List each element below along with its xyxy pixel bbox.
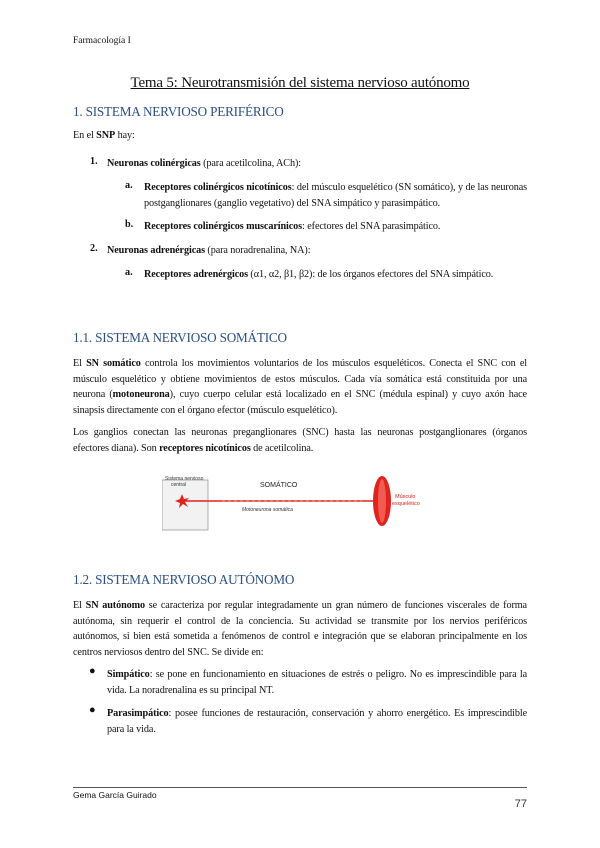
bold-term: Receptores colinérgicos nicotínicos [144, 182, 292, 193]
somatic-pathway-figure [162, 474, 442, 532]
sublist-marker: b. [125, 219, 134, 230]
sublist-item-muscarinicos [144, 219, 527, 235]
paragraph-somatico-1 [73, 356, 527, 418]
section-heading-snp: 1. SISTEMA NERVIOSO PERIFÉRICO [73, 104, 284, 119]
sublist-marker: a. [125, 180, 133, 191]
text-run: de acetilcolina. [250, 442, 314, 454]
bullet-icon: ● [89, 704, 96, 716]
sublist-item-adrenergicos [144, 267, 527, 283]
text-run: Los ganglios conectan las neuronas preganglionares (SNC) hasta las neuronas postganglionares (órganos efectores diana). Son [73, 427, 527, 454]
list-item-adrenergicas [107, 243, 527, 259]
bold-term: Receptores adrenérgicos [144, 269, 248, 280]
bold-term: Simpático [107, 669, 150, 680]
list-marker: 1. [90, 156, 98, 167]
bold-term: motoneurona [112, 389, 170, 400]
list-item-simpatico [107, 667, 527, 698]
bold-term: SNP [96, 130, 116, 141]
text-run: : posee funciones de restauración, conservación y ahorro energético. Es imprescindible para la vida. [107, 708, 527, 735]
section-heading-somatico: 1.1. SISTEMA NERVIOSO SOMÁTICO [73, 330, 287, 345]
bullet-icon: ● [89, 665, 96, 677]
footer-author: Gema García Guirado [73, 790, 157, 800]
list-item-colinergicas [107, 156, 527, 172]
text-run: : efectores del SNA parasimpático. [302, 221, 441, 232]
bold-term: Parasimpático [107, 708, 169, 719]
bold-term: receptores nicotínicos [159, 442, 251, 454]
muscle-highlight [378, 479, 386, 523]
text-run: En el [73, 130, 97, 141]
text-run: (para acetilcolina, ACh): [200, 158, 302, 169]
figure-title: SOMÁTICO [260, 482, 298, 489]
muscle-label-1: Músculo [395, 494, 416, 500]
section-heading-autonomo: 1.2. SISTEMA NERVIOSO AUTÓNOMO [73, 572, 295, 587]
paragraph-autonomo [73, 598, 527, 660]
text-run: hay: [115, 130, 135, 141]
text-run: El [73, 600, 86, 611]
sublist-item-nicotinicos [144, 180, 527, 211]
text-run: controla los movimientos voluntarios de los músculos esqueléticos. Conecta el SNC con el músculo esquelético y obtiene movimientos de estos músculos. Cada vía somática está constituida por una neurona ( [73, 358, 527, 400]
bold-term: SN autónomo [85, 600, 146, 611]
list-marker: 2. [90, 243, 98, 254]
text-run: ), cuyo cuerpo celular está localizado en el SNC (médula espinal) y cuyo axón hace sinapsis directamente con el órgano efector (músculo esquelético). [73, 389, 527, 416]
bold-term: Neuronas adrenérgicas [107, 245, 205, 256]
intro-paragraph [73, 128, 527, 144]
page-number: 77 [514, 798, 527, 810]
paragraph-somatico-2 [73, 425, 527, 456]
sublist-marker: a. [125, 267, 133, 278]
text-run: se caracteriza por regular integradamente un gran número de funciones viscerales de forma autónoma, sin requerir el control de la conciencia. Su actividad se transmite por los nervios periféricos autónomos, si bien está sometida a fenómenos de control e integración que se elaboran principalmente en los centros nerviosos dentro del SNC. Se divide en: [73, 600, 527, 658]
footer-divider [73, 787, 527, 788]
text-run: : del músculo esquelético (SN somático), y de las neuronas postganglionares (ganglio vegetativo) del SNA simpático y parasimpático. [144, 182, 527, 209]
axon-label: Motoneurona somática [242, 507, 293, 513]
text-run: (para noradrenalina, NA): [204, 245, 311, 256]
bold-term: Receptores colinérgicos muscarínicos [144, 221, 303, 232]
text-run: (α1, α2, β1, β2): de los órganos efectores del SNA simpático. [247, 269, 494, 280]
running-header: Farmacología I [73, 36, 131, 46]
cns-label-2: central [171, 482, 187, 488]
text-run: : se pone en funcionamiento en situaciones de estrés o peligro. No es imprescindible para la vida. La noradrenalina es su principal NT. [107, 669, 527, 696]
text-run: El [73, 358, 87, 369]
cns-label-1: Sistema nervioso [165, 476, 204, 482]
bold-term: Neuronas colinérgicas [107, 158, 201, 169]
muscle-label-2: esquelético [392, 501, 420, 507]
bold-term: SN somático [86, 358, 141, 369]
page-title: Tema 5: Neurotransmisión del sistema nervioso autónomo [130, 75, 470, 91]
list-item-parasimpatico [107, 706, 527, 737]
